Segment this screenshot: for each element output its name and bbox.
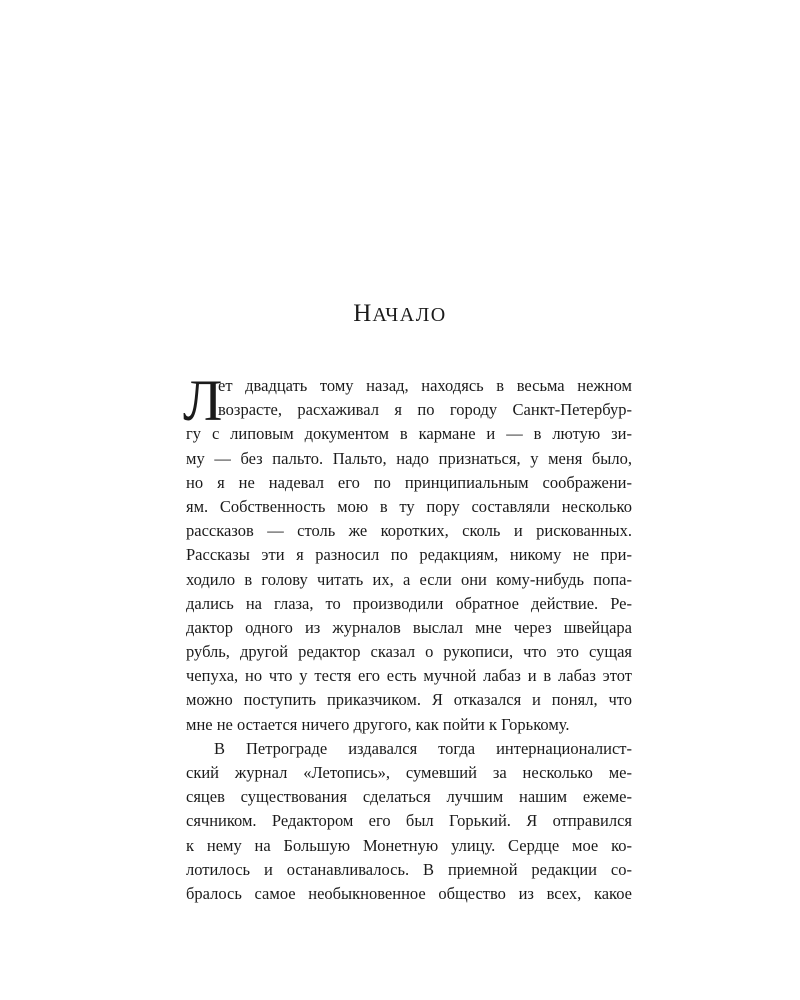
text-line: рассказов — столь же коротких, сколь и рискованных. (186, 521, 632, 541)
text-line: чепуха, но что у тестя его есть мучной лабаз и в лабаз этот (186, 666, 632, 686)
text-line: к нему на Большую Монетную улицу. Сердце мое ко- (186, 835, 632, 855)
text-line: ет двадцать тому назад, находясь в весьма нежном (218, 376, 632, 395)
text-line: дактор одного из журналов выслал мне через швейцара (186, 617, 632, 637)
text-line: В Петрограде издавался тогда интернационалист- (214, 738, 632, 758)
chapter-title (0, 300, 800, 328)
text-line: рубль, другой редактор сказал о рукописи, что это сущая (186, 642, 632, 662)
text-line: возрасте, расхаживал я по городу Санкт-Петербур- (218, 400, 632, 420)
chapter-title-initial: Н (353, 300, 373, 327)
text-line: мне не остается ничего другого, как пойти к Горькому. (186, 714, 570, 734)
text-line: гу с липовым документом в кармане и — в лютую зи- (186, 424, 632, 444)
text-line: можно поступить приказчиком. Я отказался и понял, что (186, 690, 632, 710)
text-line: ходило в голову читать их, а если они кому-нибудь попа- (186, 569, 632, 589)
text-line: ский журнал «Летопись», сумевший за несколько ме- (186, 763, 632, 782)
text-line: Рассказы эти я разносил по редакциям, никому не при- (186, 545, 632, 565)
text-line: но я не надевал его по принципиальным соображени- (186, 472, 632, 492)
text-line: лотилось и останавливалось. В приемной редакции со- (186, 859, 632, 879)
chapter-title-rest: АЧАЛО (372, 304, 447, 326)
text-line: сячником. Редактором его был Горький. Я отправился (186, 811, 632, 831)
text-line: дались на глаза, то производили обратное действие. Ре- (186, 593, 632, 613)
text-line: сяцев существования сделаться лучшим нашим ежеме- (186, 787, 632, 807)
drop-cap: Л (183, 368, 223, 433)
text-line: ям. Собственность мою в ту пору составляли несколько (186, 496, 632, 516)
text-line: му — без пальто. Пальто, надо признаться, у меня было, (186, 448, 632, 468)
body-text (183, 368, 632, 906)
text-line: бралось самое необыкновенное общество из всех, какое (186, 883, 632, 903)
